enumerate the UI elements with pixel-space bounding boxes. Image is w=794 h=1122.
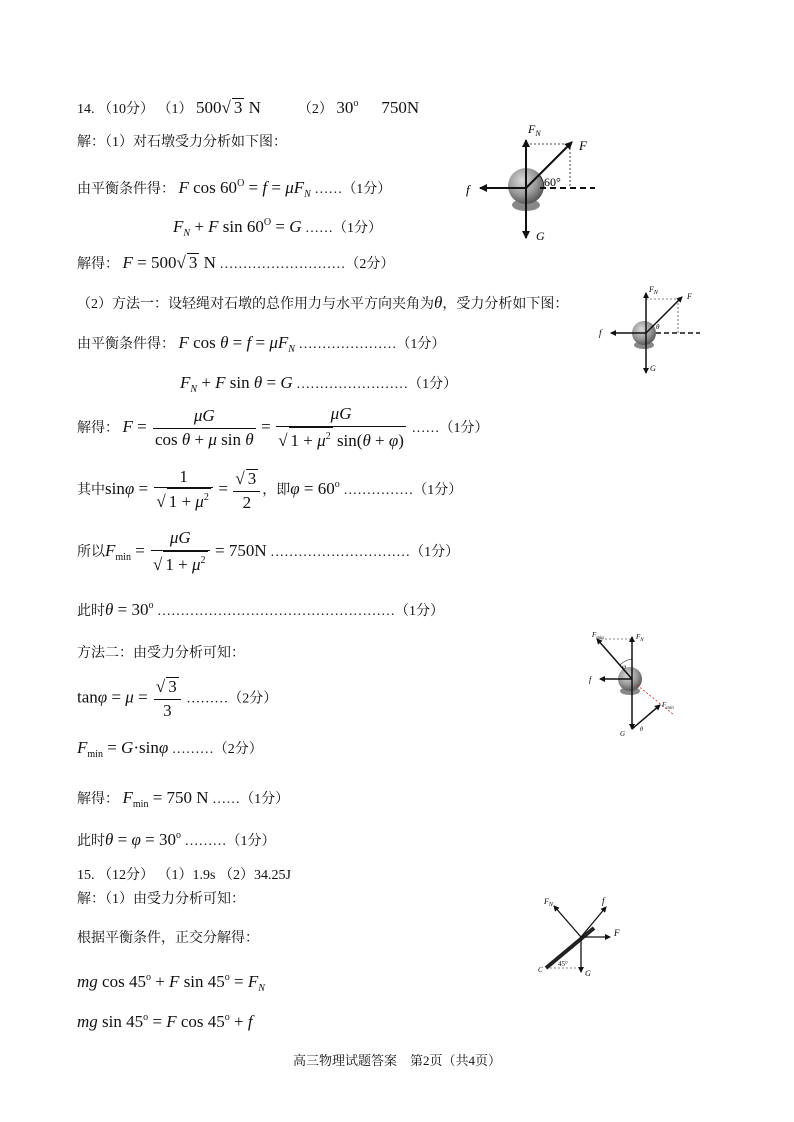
score-note: ……（1分） (314, 182, 392, 197)
force-diagram-1 (460, 120, 610, 250)
q15-score: （12分） (98, 868, 154, 883)
theta-label: θ (640, 727, 643, 733)
fraction: $\frac{\mu G}{√ 1 + \mu^2 \sin(\theta + \varphi)}$ (278, 404, 404, 450)
c-label: C (538, 966, 543, 974)
score-note: …………………（1分） (298, 337, 446, 352)
m1-eq4: 其中sinφ = $\frac{1}{√ 1 + \mu^2}$ = $\frac{√ 3}{2}$ ，即$\varphi = 60^o$ ……………（1分） (77, 467, 462, 515)
m2-eq4: 此时$\theta = \varphi = 30^o$ ………（1分） (77, 830, 276, 849)
phi-label: φ (622, 663, 626, 671)
g-label: G (620, 730, 626, 738)
eq-prefix: 解得： (77, 257, 119, 272)
f-label: F (614, 928, 620, 938)
q14-eq2: $F_N + F$ $\sin 60^O = G$ ……（1分） (173, 217, 382, 239)
score-note: ………（2分） (171, 742, 263, 757)
score-note: ……（1分） (305, 221, 382, 236)
eq-prefix: 此时 (77, 834, 105, 849)
q15-line2 (77, 929, 259, 949)
theta-label: θ (656, 323, 660, 331)
method1-intro-end: ，受力分析如下图： (442, 297, 569, 312)
q15-number: 15. (77, 868, 95, 883)
m2-eq1: tanφ = μ = $\frac{√ 3}{3}$ ………（2分） (77, 677, 278, 720)
eq-prefix: 由平衡条件得： (77, 182, 175, 197)
q14-answer1-value: 500 (196, 98, 222, 117)
g-label: G (585, 969, 591, 978)
m1-line1: （2）方法一：设轻绳对石墩的总作用力与水平方向夹角为θ，受力分析如下图： (77, 293, 569, 312)
m2-line1 (77, 644, 245, 664)
q14-line1 (77, 133, 287, 153)
q15-eq1: mg $\cos 45^o + F$ $\sin 45^o = F_N$ (77, 972, 265, 994)
score-note: ………（2分） (186, 691, 278, 707)
formula: F (178, 178, 189, 197)
score-note: ……（1分） (411, 421, 489, 437)
m1-eq1: 由平衡条件得： F $\cos \theta = f = \mu F_N$ …………………（1分） (77, 333, 446, 355)
fmin2-label: $F_{min}$ (662, 701, 674, 711)
q14-answer2-angle: 30 (336, 98, 354, 117)
friction-label: f (602, 896, 605, 906)
fraction: $\frac{√ 3}{2}$ (233, 469, 260, 514)
q14-answer1-unit: N (244, 98, 261, 117)
fmin-label: $F_{min}$ (592, 631, 604, 641)
q14-intro: 解：（1）对石墩受力分析如下图： (77, 135, 287, 150)
eq-prefix: 其中 (77, 483, 105, 499)
m2-eq2: $F_{min} = G\cdot\sin\varphi$ ………（2分） (77, 738, 263, 760)
q15-part1: （1）1.9s (157, 868, 216, 883)
q15-header (77, 866, 291, 886)
score-note: ……………（1分） (343, 483, 463, 499)
friction-label: f (466, 182, 470, 197)
friction-label: f (589, 675, 592, 684)
fraction: $\frac{\mu G}{\text{cos θ + μ sin θ}}$ (154, 405, 254, 449)
q15-intro: 解：（1）由受力分析可知： (77, 892, 245, 907)
fn-label: $F_N$ (528, 122, 541, 138)
m1-eq6: 此时$\theta = 30^o$ ……………………………………………（1分） (77, 600, 444, 619)
score-note: ……………………（1分） (296, 377, 458, 392)
score-note: ……………………………………………（1分） (156, 604, 444, 619)
q15-part2: （2）34.25J (218, 868, 291, 883)
tension-force-arrow (646, 297, 682, 333)
q14-answer2-force: 750N (381, 98, 420, 117)
m1-eq2: $F_N + F$ sin θ = G ……………………（1分） (180, 373, 458, 395)
page-footer: 高三物理试题答案 第2页（共4页） (292, 1053, 501, 1068)
rod-icon (546, 928, 594, 968)
score-note: ………（1分） (184, 834, 276, 849)
m1-eq3: 解得： F = $\frac{\mu G}{\text{cos θ + μ sin θ}}$ = $\frac{\mu G}{√ 1 + \mu^2 \sin(\theta + \varphi)}$ ……（1分） (77, 404, 488, 454)
eq-prefix: 此时 (77, 604, 105, 619)
f-label: F (687, 292, 692, 301)
f-label: F (579, 138, 587, 153)
q15-intro2: 根据平衡条件，正交分解得： (77, 931, 259, 946)
friction-label: f (599, 328, 602, 338)
method2-intro: 方法二：由受力分析可知： (77, 646, 245, 661)
fmin-triangle-arrow (632, 705, 660, 729)
eq-prefix: 由平衡条件得： (77, 337, 175, 352)
fraction: $\frac{√ 3}{3}$ (154, 677, 181, 722)
degree-mark: o (353, 98, 359, 109)
eq-mid: ，即 (262, 483, 291, 499)
fn-label: $F_N$ (636, 633, 644, 643)
q15-eq2: mg $\sin 45^o = F$ $\cos 45^o + f$ (77, 1012, 253, 1031)
eq-prefix: 解得： (77, 421, 119, 437)
force-diagram-3 (582, 625, 692, 740)
method1-intro: （2）方法一：设轻绳对石墩的总作用力与水平方向夹角为 (77, 297, 434, 312)
q14-header (77, 94, 419, 120)
fmin-arrow (597, 639, 632, 679)
q14-part2: （2） (297, 102, 333, 117)
score-note: …………………………（1分） (270, 545, 460, 561)
friction-arrow (581, 907, 606, 937)
sqrt-symbol: √ (221, 98, 231, 117)
q14-eq3: 解得： F = 500√ 3 N ………………………（2分） (77, 253, 395, 272)
q15-line1 (77, 890, 245, 910)
q14-part1: （1） (157, 102, 193, 117)
g-label: G (650, 364, 656, 373)
fn-label: $F_N$ (649, 285, 658, 296)
force-diagram-4 (536, 892, 636, 982)
angle-label: 60° (544, 175, 561, 189)
q14-eq1: 由平衡条件得： F $\cos 60^O = f = \mu F_N$ ……（1分） (77, 178, 392, 200)
eq-prefix: 解得： (77, 792, 119, 807)
normal-force-arrow (554, 906, 581, 937)
fraction: $\frac{1}{√ 1 + \mu^2}$ (154, 467, 212, 515)
q14-answer1-radicand: 3 (233, 98, 243, 117)
m1-eq5: 所以$F_{min}$ = $\frac{\mu G}{√ 1 + \mu^2}$ = 750N …………………………（1分） (77, 528, 459, 578)
g-label: G (536, 229, 545, 243)
fn-label: $F_N$ (544, 897, 553, 908)
eq-prefix: 所以 (77, 545, 105, 561)
fraction: $\frac{\mu G}{√ 1 + \mu^2}$ (151, 528, 209, 578)
q14-number: 14. (77, 102, 95, 117)
angle-label: 45° (558, 960, 568, 968)
score-note: ………………………（2分） (219, 257, 395, 272)
m2-eq3: 解得： $F_{min} = 750$ N ……（1分） (77, 788, 290, 810)
q14-score: （10分） (98, 102, 154, 117)
score-note: ……（1分） (212, 792, 290, 807)
force-diagram-2 (594, 283, 704, 378)
